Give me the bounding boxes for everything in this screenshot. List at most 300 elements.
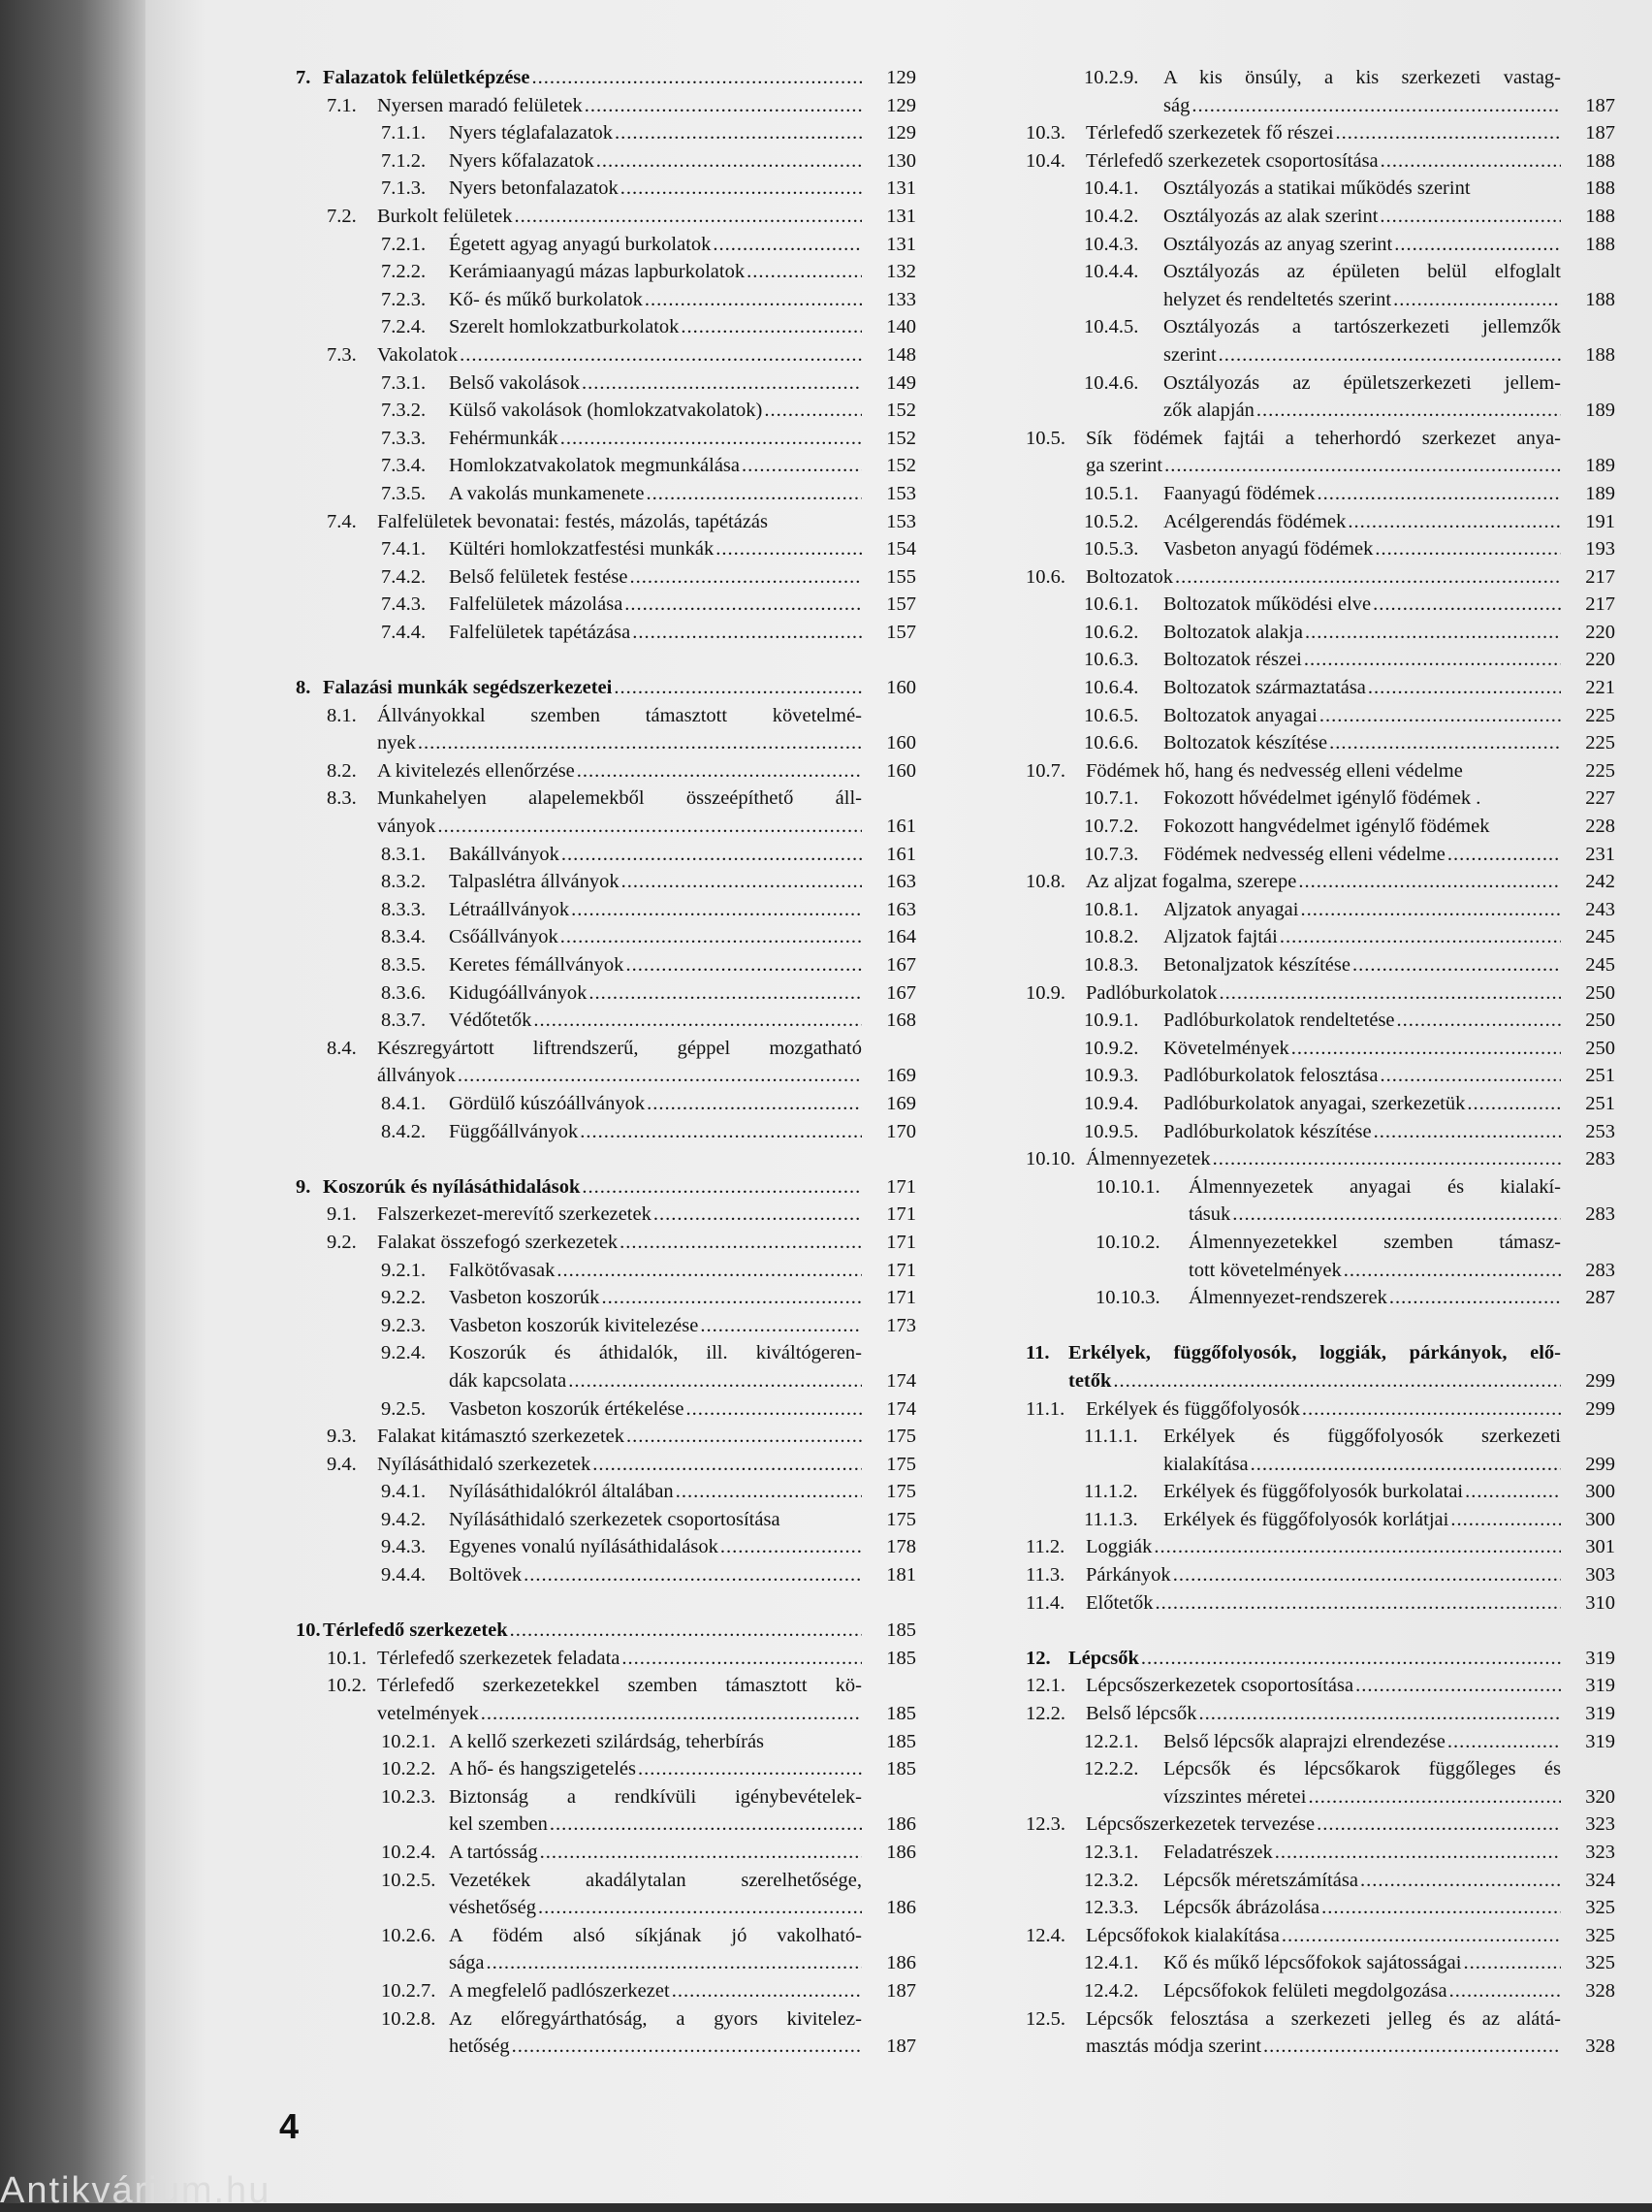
- toc-entry-page: 131: [886, 233, 916, 255]
- toc-entry[interactable]: [1026, 175, 1615, 203]
- toc-entry-number: 7.1.1.: [381, 122, 427, 144]
- toc-entry[interactable]: [296, 1783, 916, 1839]
- toc-entry-title-continuation: tott követelmények: [1189, 1259, 1342, 1281]
- dot-leader: [458, 1062, 862, 1090]
- toc-entry-title: A megfelelő padlószerkezet: [449, 1979, 670, 2002]
- toc-entry-page: 227: [1585, 787, 1615, 810]
- toc-entry-number: 10.6.: [1026, 565, 1065, 588]
- dot-leader: [1397, 1007, 1561, 1035]
- toc-entry[interactable]: [1026, 1867, 1615, 1895]
- toc-entry[interactable]: [296, 1090, 916, 1118]
- toc-entry[interactable]: [296, 1007, 916, 1035]
- toc-entry-page: 325: [1585, 1924, 1615, 1946]
- toc-entry[interactable]: [1026, 508, 1615, 536]
- toc-entry[interactable]: [296, 452, 916, 480]
- dot-leader: [560, 923, 862, 951]
- toc-entry-page: 191: [1585, 510, 1615, 532]
- dot-leader: [1368, 674, 1561, 702]
- dot-leader: [1213, 1145, 1561, 1173]
- toc-entry-title: Lépcsőszerkezetek csoportosítása: [1086, 1675, 1354, 1697]
- toc-entry[interactable]: [1026, 313, 1615, 369]
- toc-entry-page: 245: [1585, 954, 1615, 976]
- toc-entry[interactable]: [296, 147, 916, 176]
- toc-entry[interactable]: [296, 2005, 916, 2061]
- dot-leader: [592, 1451, 862, 1479]
- toc-entry-page: 160: [886, 677, 916, 699]
- toc-entry-title-continuation: kel szemben: [449, 1813, 548, 1836]
- toc-entry-title-continuation: állványok: [377, 1065, 456, 1087]
- toc-entry[interactable]: [1026, 203, 1615, 231]
- toc-entry-number: 10.6.4.: [1084, 677, 1139, 699]
- watermark: Antikvárium.hu: [0, 2170, 271, 2211]
- toc-entry-number: 10.2.5.: [381, 1869, 436, 1891]
- toc-entry-page: 155: [886, 565, 916, 588]
- dot-leader: [1360, 1867, 1561, 1895]
- toc-entry[interactable]: [1026, 369, 1615, 425]
- toc-entry[interactable]: [1026, 535, 1615, 563]
- toc-entry[interactable]: [1026, 1007, 1615, 1035]
- toc-entry-title-continuation: helyzet és rendeltetés szerint: [1163, 288, 1392, 310]
- toc-entry-page: 154: [886, 538, 916, 561]
- toc-entry-number: 7.2.1.: [381, 233, 427, 255]
- toc-entry[interactable]: [1026, 923, 1615, 951]
- toc-entry-page: 193: [1585, 538, 1615, 561]
- toc-entry[interactable]: [296, 702, 916, 757]
- toc-entry[interactable]: [1026, 1811, 1615, 1839]
- toc-entry[interactable]: [296, 258, 916, 286]
- toc-entry[interactable]: [1026, 785, 1615, 813]
- toc-entry[interactable]: [296, 1035, 916, 1090]
- toc-entry-number: 7.3.1.: [381, 371, 427, 394]
- toc-entry[interactable]: [1026, 425, 1615, 480]
- toc-entry-number: 9.2.3.: [381, 1314, 427, 1336]
- toc-entry-page: 186: [886, 1897, 916, 1919]
- toc-entry-title: Boltozatok alakja: [1163, 621, 1304, 643]
- toc-entry[interactable]: [1026, 1173, 1615, 1229]
- toc-entry[interactable]: [296, 951, 916, 979]
- toc-entry-number: 9.2.2.: [381, 1287, 427, 1309]
- toc-entry-title: Betonaljzatok készítése: [1163, 954, 1350, 976]
- toc-entry[interactable]: [296, 1672, 916, 1727]
- toc-entry-page: 161: [886, 843, 916, 865]
- toc-entry[interactable]: [296, 591, 916, 619]
- toc-entry[interactable]: [1026, 868, 1615, 896]
- toc-entry-page: 250: [1585, 1037, 1615, 1059]
- toc-entry[interactable]: [1026, 258, 1615, 313]
- toc-entry[interactable]: [296, 1118, 916, 1146]
- toc-entry[interactable]: [296, 119, 916, 147]
- toc-entry-number: 10.10.2.: [1096, 1231, 1160, 1253]
- toc-entry-page: 323: [1585, 1842, 1615, 1863]
- toc-entry[interactable]: [296, 1755, 916, 1783]
- toc-entry-page: 299: [1585, 1453, 1615, 1475]
- toc-entry[interactable]: [296, 480, 916, 508]
- toc-entry-page: 319: [1585, 1647, 1615, 1669]
- toc-entry[interactable]: [296, 1867, 916, 1922]
- dot-leader: [626, 1423, 862, 1451]
- toc-entry[interactable]: [296, 868, 916, 896]
- toc-entry[interactable]: [1026, 1977, 1615, 2005]
- dot-leader: [510, 1617, 862, 1645]
- toc-entry-title: Osztályozás az épületen belül elfoglalt: [1163, 261, 1561, 283]
- toc-entry-number: 10.5.2.: [1084, 510, 1139, 532]
- toc-entry-number: 8.3.7.: [381, 1010, 427, 1032]
- toc-entry-number: 8.3.2.: [381, 871, 427, 893]
- toc-entry[interactable]: [296, 979, 916, 1008]
- toc-entry-page: 131: [886, 205, 916, 227]
- toc-entry[interactable]: [296, 1339, 916, 1395]
- toc-entry[interactable]: [296, 757, 916, 785]
- toc-entry-number: 12.4.: [1026, 1924, 1065, 1946]
- toc-entry-title-continuation: szerint: [1163, 343, 1217, 366]
- toc-entry[interactable]: [296, 341, 916, 369]
- toc-entry[interactable]: [1026, 1062, 1615, 1090]
- dot-leader: [629, 563, 862, 592]
- toc-entry[interactable]: [296, 1839, 916, 1867]
- dot-leader: [742, 452, 862, 480]
- toc-entry[interactable]: [296, 785, 916, 840]
- dot-leader: [1348, 508, 1561, 536]
- toc-entry[interactable]: [1026, 1090, 1615, 1118]
- toc-entry-title: Padlóburkolatok felosztása: [1163, 1065, 1379, 1087]
- toc-entry-page: 217: [1585, 565, 1615, 588]
- toc-entry-number: 12.5.: [1026, 2007, 1065, 2030]
- dot-leader: [532, 64, 863, 92]
- toc-entry-number: 10.: [296, 1619, 321, 1642]
- toc-entry[interactable]: [296, 1506, 916, 1534]
- toc-entry-title: Gördülő kúszóállványok: [449, 1092, 646, 1114]
- toc-entry[interactable]: [296, 175, 916, 203]
- toc-entry-number: 7.4.3.: [381, 593, 427, 616]
- toc-entry-page: 152: [886, 400, 916, 422]
- toc-entry-number: 7.2.4.: [381, 316, 427, 338]
- dot-leader: [1251, 1451, 1561, 1479]
- toc-entry-title: A födém alsó síkjának jó vakolható-: [449, 1924, 862, 1946]
- dot-leader: [1318, 480, 1561, 508]
- toc-entry-number: 10.4.4.: [1084, 261, 1139, 283]
- toc-entry-number: 9.1.: [327, 1203, 357, 1226]
- toc-entry-title: Lépcsőfokok felületi megdolgozása: [1163, 1979, 1447, 2002]
- dot-leader: [614, 674, 862, 702]
- toc-entry-page: 185: [886, 1703, 916, 1725]
- toc-entry-title: Boltozatok származtatása: [1163, 677, 1366, 699]
- toc-entry-title: A vakolás munkamenete: [449, 482, 645, 504]
- toc-entry[interactable]: [296, 1284, 916, 1312]
- dot-leader: [1317, 1811, 1561, 1839]
- toc-entry[interactable]: [296, 508, 916, 536]
- dot-leader: [538, 1894, 862, 1922]
- toc-entry[interactable]: [296, 1561, 916, 1589]
- toc-entry-title: Fehérmunkák: [449, 427, 558, 449]
- toc-entry[interactable]: [1026, 646, 1615, 674]
- toc-entry[interactable]: [1026, 591, 1615, 619]
- toc-entry[interactable]: [296, 1617, 916, 1645]
- toc-entry-number: 7.3.3.: [381, 427, 427, 449]
- toc-entry-page: 328: [1585, 2036, 1615, 2058]
- toc-entry[interactable]: [1026, 951, 1615, 979]
- toc-entry-title: Lépcsők és lépcsőkarok függőleges és: [1163, 1758, 1561, 1780]
- toc-entry-page: 189: [1585, 400, 1615, 422]
- section-gap: [296, 1589, 916, 1618]
- toc-entry[interactable]: [296, 1451, 916, 1479]
- toc-entry-title: A kis önsúly, a kis szerkezeti vastag-: [1163, 67, 1561, 88]
- toc-entry-title: Padlóburkolatok: [1086, 981, 1218, 1004]
- toc-entry-page: 325: [1585, 1952, 1615, 1974]
- toc-entry[interactable]: [1026, 1478, 1615, 1506]
- toc-entry-title: Boltövek: [449, 1564, 523, 1587]
- dot-leader: [596, 147, 862, 176]
- toc-entry[interactable]: [1026, 1949, 1615, 1977]
- toc-entry[interactable]: [1026, 702, 1615, 730]
- dot-leader: [681, 313, 862, 341]
- toc-entry[interactable]: [1026, 1284, 1615, 1312]
- toc-entry[interactable]: [296, 286, 916, 314]
- toc-entry[interactable]: [296, 1423, 916, 1451]
- toc-entry-page: 163: [886, 898, 916, 920]
- toc-entry[interactable]: [296, 1922, 916, 1977]
- toc-entry[interactable]: [296, 923, 916, 951]
- toc-entry-number: 10.9.5.: [1084, 1120, 1139, 1142]
- toc-entry-page: 225: [1585, 759, 1615, 782]
- dot-leader: [686, 1395, 863, 1424]
- toc-entry-title: Osztályozás az alak szerint: [1163, 205, 1379, 227]
- toc-entry[interactable]: [1026, 1672, 1615, 1700]
- toc-entry-page: 188: [1585, 149, 1615, 172]
- toc-entry[interactable]: [1026, 674, 1615, 702]
- toc-entry-number: 10.7.3.: [1084, 843, 1139, 865]
- toc-entry[interactable]: [296, 1728, 916, 1756]
- dot-leader: [571, 896, 862, 924]
- dot-leader: [1450, 1506, 1561, 1534]
- toc-entry-title-continuation: tásuk: [1189, 1203, 1231, 1226]
- toc-left-column: [296, 64, 916, 2061]
- toc-entry[interactable]: [296, 1312, 916, 1340]
- toc-entry-title-continuation: zők alapján: [1163, 400, 1255, 422]
- dot-leader: [512, 2033, 862, 2061]
- toc-entry-number: 10.10.3.: [1096, 1287, 1160, 1309]
- toc-entry-title: Vasbeton koszorúk értékelése: [449, 1397, 684, 1420]
- toc-entry-page: 170: [886, 1120, 916, 1142]
- toc-entry-title: Készregyártott liftrendszerű, géppel mozgatható: [377, 1037, 862, 1059]
- toc-entry-number: 8.3.1.: [381, 843, 427, 865]
- toc-entry[interactable]: [296, 1478, 916, 1506]
- dot-leader: [588, 979, 862, 1008]
- toc-entry-number: 9.4.2.: [381, 1508, 427, 1530]
- dot-leader: [713, 231, 862, 259]
- toc-entry[interactable]: [1026, 896, 1615, 924]
- dot-leader: [585, 92, 862, 120]
- dot-leader: [601, 1284, 862, 1312]
- toc-entry[interactable]: [296, 619, 916, 647]
- toc-entry[interactable]: [296, 1977, 916, 2005]
- toc-entry-page: 221: [1585, 677, 1615, 699]
- toc-entry-number: 12.2.: [1026, 1703, 1065, 1725]
- dot-leader: [418, 729, 862, 757]
- toc-entry-page: 186: [886, 1952, 916, 1974]
- toc-entry-title-continuation: ga szerint: [1086, 455, 1163, 477]
- toc-entry-number: 10.2.: [327, 1675, 366, 1697]
- toc-entry[interactable]: [296, 397, 916, 425]
- toc-entry-page: 174: [886, 1397, 916, 1420]
- toc-entry[interactable]: [1026, 979, 1615, 1008]
- toc-entry-title: Az aljzat fogalma, szerepe: [1086, 871, 1297, 893]
- toc-entry[interactable]: [1026, 841, 1615, 869]
- toc-entry-number: 10.6.5.: [1084, 704, 1139, 726]
- toc-entry-title: Munkahelyen alapelemekből összeépíthető áll-: [377, 787, 862, 810]
- toc-entry-page: 169: [886, 1065, 916, 1087]
- toc-entry-number: 9.2.4.: [381, 1342, 427, 1364]
- dot-leader: [1191, 92, 1561, 120]
- toc-entry[interactable]: [1026, 2005, 1615, 2061]
- dot-leader: [486, 1949, 862, 1977]
- toc-entry[interactable]: [1026, 1755, 1615, 1811]
- toc-entry[interactable]: [296, 92, 916, 120]
- toc-entry-number: 10.7.1.: [1084, 787, 1139, 810]
- toc-entry-number: 9.2.1.: [381, 1259, 427, 1281]
- toc-entry[interactable]: [1026, 119, 1615, 147]
- toc-entry[interactable]: [296, 674, 916, 702]
- toc-entry[interactable]: [1026, 1423, 1615, 1478]
- toc-entry[interactable]: [296, 313, 916, 341]
- dot-leader: [632, 619, 862, 647]
- toc-entry[interactable]: [296, 64, 916, 92]
- toc-entry-title: Vasbeton koszorúk: [449, 1287, 600, 1309]
- toc-entry[interactable]: [296, 1173, 916, 1202]
- toc-entry[interactable]: [1026, 64, 1615, 119]
- toc-entry[interactable]: [296, 841, 916, 869]
- toc-entry-title: Bakállványok: [449, 843, 559, 865]
- toc-entry[interactable]: [1026, 1645, 1615, 1673]
- toc-entry-title: Vezetékek akadálytalan szerelhetősége,: [449, 1869, 862, 1891]
- toc-entry-page: 251: [1585, 1092, 1615, 1114]
- dot-leader: [1374, 1118, 1561, 1146]
- toc-entry-title: Erkélyek és függőfolyosók: [1086, 1397, 1300, 1420]
- toc-entry[interactable]: [1026, 1922, 1615, 1950]
- toc-entry-number: 8.3.: [327, 787, 357, 810]
- toc-entry[interactable]: [296, 1229, 916, 1257]
- toc-entry-page: 171: [886, 1175, 916, 1198]
- toc-entry-page: 301: [1585, 1536, 1615, 1558]
- toc-entry-page: 131: [886, 177, 916, 200]
- toc-entry-number: 12.3.: [1026, 1813, 1065, 1836]
- toc-entry-number: 12.3.3.: [1084, 1897, 1139, 1919]
- toc-entry[interactable]: [296, 563, 916, 592]
- toc-entry[interactable]: [1026, 1395, 1615, 1424]
- section-gap: [296, 1145, 916, 1173]
- toc-entry[interactable]: [296, 425, 916, 453]
- toc-entry[interactable]: [296, 1395, 916, 1424]
- toc-entry[interactable]: [296, 1201, 916, 1229]
- toc-entry-title: Falszerkezet-merevítő szerkezetek: [377, 1203, 651, 1226]
- toc-entry-title: Aljzatok anyagai: [1163, 898, 1299, 920]
- dot-leader: [620, 1229, 862, 1257]
- section-gap: [1026, 1617, 1615, 1645]
- toc-entry-page: 188: [1585, 233, 1615, 255]
- dot-leader: [1336, 119, 1561, 147]
- toc-entry[interactable]: [1026, 1506, 1615, 1534]
- toc-entry[interactable]: [1026, 480, 1615, 508]
- toc-entry[interactable]: [296, 535, 916, 563]
- toc-entry-title-continuation: sága: [449, 1952, 485, 1974]
- toc-entry[interactable]: [1026, 619, 1615, 647]
- toc-entry[interactable]: [296, 231, 916, 259]
- toc-entry-title: Vasbeton anyagú födémek: [1163, 538, 1374, 561]
- toc-entry-number: 10.9.1.: [1084, 1010, 1139, 1032]
- toc-entry[interactable]: [296, 896, 916, 924]
- toc-entry-title: Térlefedő szerkezetek csoportosítása: [1086, 149, 1379, 172]
- dot-leader: [647, 1090, 862, 1118]
- toc-entry-page: 185: [886, 1730, 916, 1752]
- toc-entry-number: 8.3.3.: [381, 898, 427, 920]
- toc-entry-page: 251: [1585, 1065, 1615, 1087]
- toc-entry[interactable]: [1026, 1533, 1615, 1561]
- toc-entry[interactable]: [1026, 1728, 1615, 1756]
- toc-entry[interactable]: [1026, 813, 1615, 841]
- toc-entry[interactable]: [1026, 729, 1615, 757]
- toc-entry[interactable]: [1026, 1145, 1615, 1173]
- toc-entry[interactable]: [1026, 1561, 1615, 1589]
- toc-entry-page: 328: [1585, 1979, 1615, 2002]
- toc-entry[interactable]: [1026, 1035, 1615, 1063]
- toc-entry[interactable]: [1026, 1589, 1615, 1618]
- toc-entry-page: 167: [886, 954, 916, 976]
- toc-entry-number: 10.8.2.: [1084, 926, 1139, 948]
- toc-entry[interactable]: [1026, 1229, 1615, 1284]
- toc-entry[interactable]: [1026, 231, 1615, 259]
- toc-entry-number: 10.8.: [1026, 871, 1065, 893]
- dot-leader: [1352, 951, 1561, 979]
- toc-entry-number: 10.9.3.: [1084, 1065, 1139, 1087]
- toc-entry-title-continuation: nyek: [377, 732, 416, 754]
- toc-entry[interactable]: [1026, 1700, 1615, 1728]
- toc-entry-title: Falfelületek bevonatai: festés, mázolás, tapétázás: [377, 510, 768, 532]
- toc-entry-page: 175: [886, 1481, 916, 1503]
- dot-leader: [533, 1007, 862, 1035]
- toc-entry[interactable]: [296, 203, 916, 231]
- toc-entry-number: 10.2.2.: [381, 1758, 436, 1780]
- toc-entry[interactable]: [1026, 147, 1615, 176]
- toc-entry[interactable]: [296, 369, 916, 398]
- toc-entry[interactable]: [1026, 1894, 1615, 1922]
- toc-entry[interactable]: [296, 1645, 916, 1673]
- toc-entry[interactable]: [1026, 1839, 1615, 1867]
- toc-entry[interactable]: [1026, 563, 1615, 592]
- toc-entry[interactable]: [296, 1257, 916, 1285]
- toc-entry-number: 10.6.1.: [1084, 593, 1139, 616]
- toc-entry[interactable]: [1026, 757, 1615, 785]
- toc-entry-title-continuation: hetőség: [449, 2036, 510, 2058]
- toc-entry-page: 228: [1585, 816, 1615, 838]
- book-binding: [0, 0, 145, 2203]
- dot-leader: [1389, 1284, 1561, 1312]
- toc-entry-title: Nyers betonfalazatok: [449, 177, 619, 200]
- toc-entry-title: A hő- és hangszigetelés: [449, 1758, 636, 1780]
- toc-entry[interactable]: [1026, 1118, 1615, 1146]
- dot-leader: [577, 757, 862, 785]
- toc-entry[interactable]: [296, 1533, 916, 1561]
- toc-entry-page: 129: [886, 94, 916, 116]
- dot-leader: [1141, 1645, 1561, 1673]
- dot-leader: [561, 841, 862, 869]
- toc-entry-page: 171: [886, 1287, 916, 1309]
- page-number: 4: [279, 2106, 300, 2146]
- toc-entry-number: 10.4.6.: [1084, 371, 1139, 394]
- toc-entry-title: Álmennyezetek: [1086, 1148, 1211, 1170]
- toc-entry-number: 10.1.: [327, 1647, 366, 1669]
- toc-entry[interactable]: [1026, 1339, 1615, 1395]
- dot-leader: [638, 1755, 862, 1783]
- toc-entry-page: 187: [1585, 122, 1615, 144]
